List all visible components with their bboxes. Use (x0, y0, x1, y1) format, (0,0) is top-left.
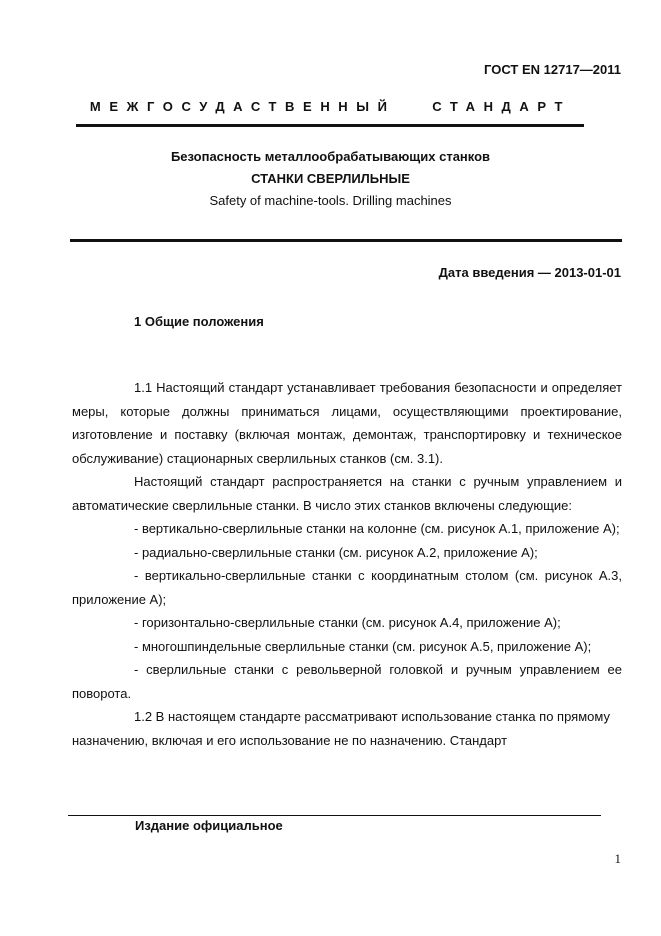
list-item: - вертикально-сверлильные станки на колонне (см. рисунок А.1, приложение А); (134, 521, 620, 536)
paragraph-1-2: 1.2 В настоящем стандарте рассматривают использование станка по прямому назначению, включая и его использование не по назначению. Стандарт (72, 709, 610, 748)
official-edition-label: Издание официальное (135, 818, 283, 833)
list-item: - многошпиндельные сверлильные станки (см. рисунок А.5, приложение А); (134, 638, 592, 654)
list-item: - вертикально-сверлильные станки с координатным столом (см. рисунок А.3, приложение А); (72, 568, 622, 607)
list-item: - сверлильные станки с револьверной головкой и ручным управлением ее поворота. (72, 662, 622, 701)
section-body (72, 376, 622, 752)
standard-title-ru: Безопасность металлообрабатывающих станков (170, 149, 491, 164)
title-divider (70, 239, 622, 242)
document-number: ГОСТ EN 12717—2011 (484, 62, 621, 77)
paragraph-1-1: 1.1 Настоящий стандарт устанавливает требования безопасности и определяет меры, которые должны приниматься лицами, осуществляющими проектирование, изготовление и поставку (включая монтаж, демонтаж, транспортировку и техническое обслуживание) стационарных сверлильных станков (см. 3.1). (72, 380, 622, 466)
footer-divider (68, 815, 601, 816)
paragraph-scope: Настоящий стандарт распространяется на станки с ручным управлением и автоматические сверлильные станки. В число этих станков включены следующие: (72, 474, 622, 513)
list-item: - радиально-сверлильные станки (см. рисунок А.2, приложение А); (134, 544, 538, 560)
introduction-date: Дата введения — 2013-01-01 (438, 265, 621, 280)
standard-subtitle-ru: СТАНКИ СВЕРЛИЛЬНЫЕ (251, 171, 410, 186)
standard-title-en: Safety of machine-tools. Drilling machines (209, 193, 452, 208)
section-title: 1 Общие положения (134, 314, 264, 329)
page-number: 1 (614, 851, 621, 866)
top-divider (76, 124, 584, 127)
interstate-standard-heading: МЕЖГОСУДАСТВЕННЫЙ СТАНДАРТ (89, 99, 572, 114)
list-item: - горизонтально-сверлильные станки (см. рисунок А.4, приложение А); (134, 615, 561, 630)
